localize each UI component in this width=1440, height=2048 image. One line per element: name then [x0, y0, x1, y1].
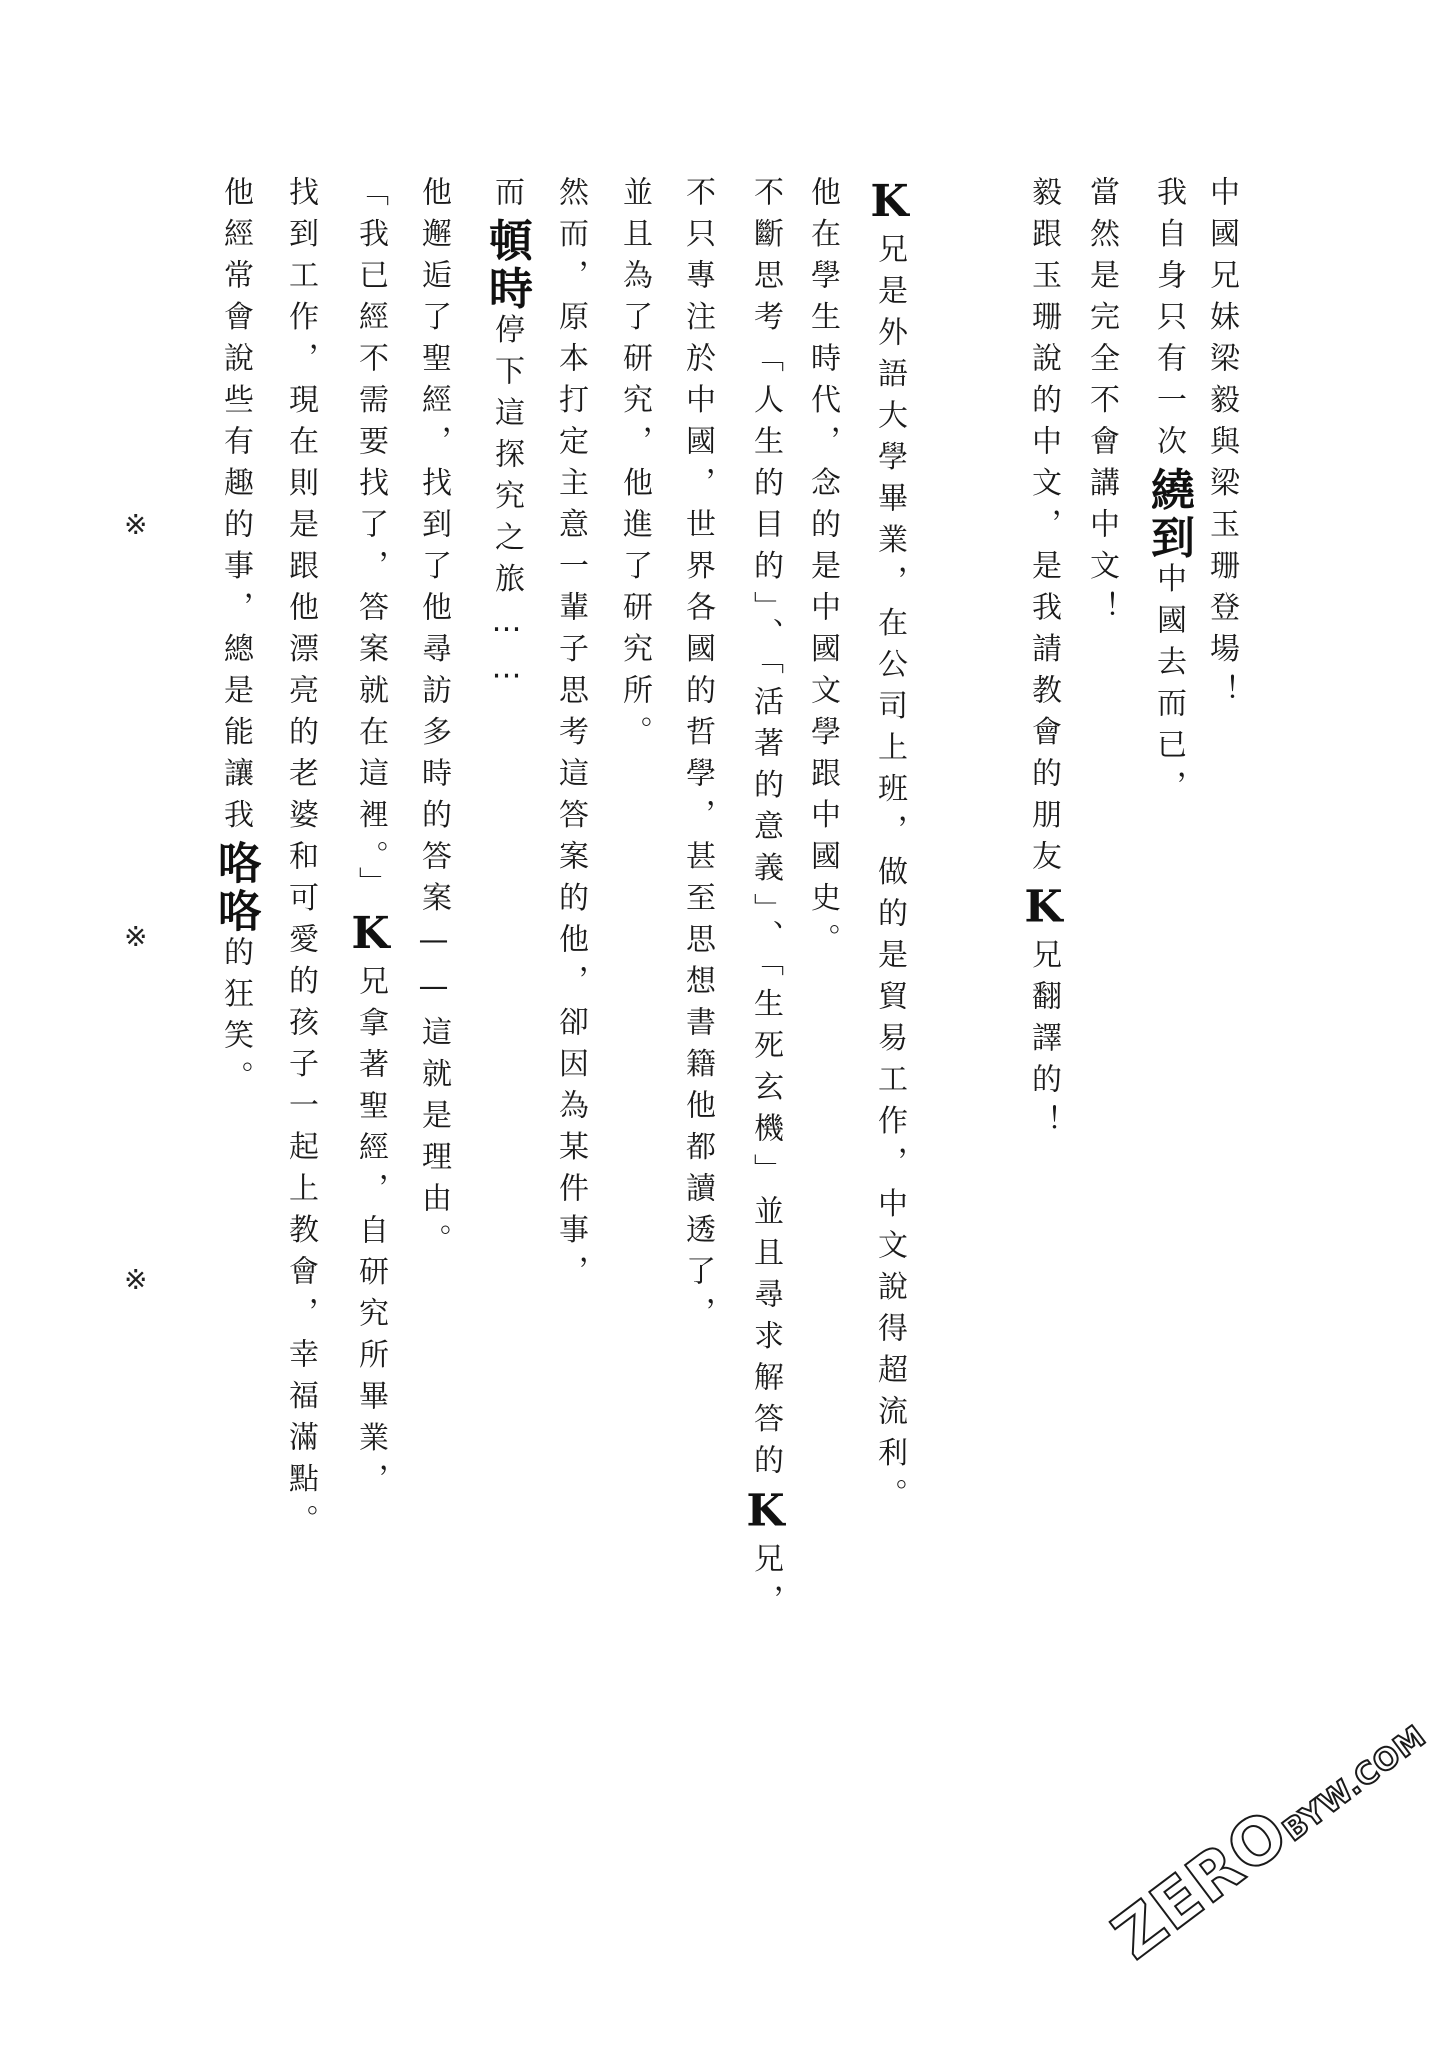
text-column: [617, 176, 652, 757]
watermark-logo: [1100, 1694, 1438, 1974]
text-segment: 中國去而已，: [1151, 562, 1186, 812]
text-column: [283, 176, 318, 1546]
text-column: [1018, 176, 1069, 1146]
emphasis-text: 繞到: [1143, 466, 1194, 563]
watermark-big: ZERO: [1100, 1795, 1303, 1975]
text-column: [416, 176, 451, 1265]
text-segment: 兄翻譯的！: [1026, 938, 1061, 1146]
text-segment: 他在學生時代，念的是中國文學跟中國史。: [805, 176, 840, 965]
text-segment: 找到工作，現在則是跟他漂亮的老婆和可愛的孩子一起上教會，幸福滿點。: [283, 176, 318, 1546]
text-segment: 然而，原本打定主意一輩子思考這答案的他，卻因為某件事，: [553, 176, 588, 1297]
text-column: [481, 176, 532, 697]
reference-mark: ※: [124, 1263, 148, 1296]
text-segment: 停下這探究之旅……: [489, 313, 524, 697]
k-initial: K: [1018, 881, 1069, 939]
text-segment: 不斷思考「人生的目的」、「活著的意義」、「生死玄機」並且尋求解答的: [748, 176, 783, 1486]
text-segment: 並且為了研究，他進了研究所。: [617, 176, 652, 757]
text-segment: 他邂逅了聖經，找到了他尋訪多時的答案——這就是理由。: [416, 176, 451, 1265]
text-segment: 當然是完全不會講中文！: [1084, 176, 1119, 633]
text-segment: 他經常會說些有趣的事，總是能讓我: [218, 176, 253, 840]
text-column: [680, 176, 715, 1338]
reference-mark: ※: [124, 920, 148, 953]
text-column: [553, 176, 588, 1297]
reference-mark: ※: [124, 508, 148, 541]
text-column: [864, 176, 915, 1520]
k-initial: K: [864, 176, 915, 233]
text-column: [1204, 176, 1239, 716]
text-segment: 我自身只有一次: [1151, 176, 1186, 467]
text-segment: 兄是外語大學畢業，在公司上班，做的是貿易工作，中文說得超流利。: [872, 233, 907, 1520]
text-segment: 中國兄妹梁毅與梁玉珊登場！: [1204, 176, 1239, 716]
watermark-small: BYW.COM: [1276, 1718, 1433, 1849]
text-segment: 毅跟玉珊說的中文，是我請教會的朋友: [1026, 176, 1061, 882]
text-segment: 的狂笑。: [218, 936, 253, 1102]
text-column: [740, 176, 791, 1626]
k-initial: K: [740, 1485, 791, 1543]
emphasis-text: 咯咯: [210, 840, 261, 936]
text-segment: 而: [489, 176, 524, 218]
text-segment: 兄拿著聖經，自研究所畢業，: [353, 965, 388, 1505]
text-column: [1084, 176, 1119, 633]
text-segment: 不只專注於中國，世界各國的哲學，甚至思想書籍他都讀透了，: [680, 176, 715, 1338]
emphasis-text: 頓時: [481, 217, 532, 314]
text-column: [805, 176, 840, 965]
text-column: [210, 176, 261, 1102]
text-segment: 兄，: [748, 1542, 783, 1626]
text-column: [1143, 176, 1194, 812]
text-segment: 「我已經不需要找了，答案就在這裡。」: [353, 176, 388, 908]
text-column: [345, 176, 396, 1505]
k-initial: K: [345, 908, 396, 965]
